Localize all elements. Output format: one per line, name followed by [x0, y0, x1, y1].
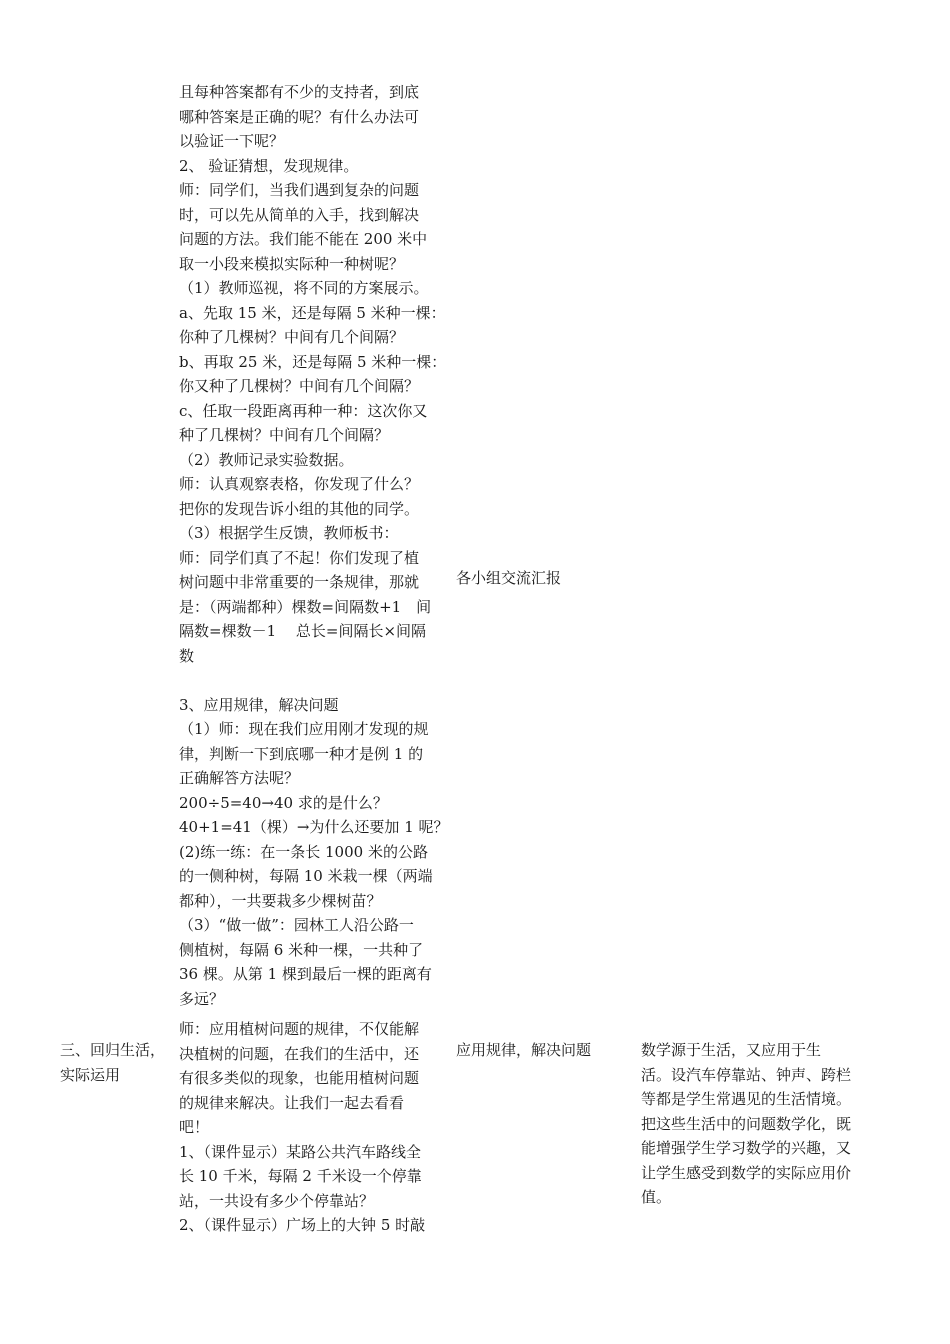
student-activity-lower — [456, 1038, 636, 1063]
text-line: （2）教师记录实验数据。 — [179, 450, 354, 469]
text-line: 2、（课件显示）广场上的大钟 5 时敲 — [179, 1216, 426, 1234]
text-line: 等都是学生常遇见的生活情境。 — [641, 1090, 852, 1108]
text-line: （1）教师巡视，将不同的方案展示。 — [179, 279, 429, 297]
student-activity-text: 各小组交流汇报 — [456, 569, 562, 587]
text-line: 取一小段来模拟实际种一种树呢？ — [179, 254, 405, 273]
text-line: 你又种了几棵树？中间有几个间隔？ — [179, 377, 420, 395]
text-line: 40+1=41（棵）→为什么还要加 1 呢？ — [179, 818, 449, 836]
text-line: 活。设汽车停靠站、钟声、跨栏 — [641, 1065, 852, 1084]
text-line: c、任取一段距离再种一种：这次你又 — [179, 401, 428, 420]
formula-line: 是：（两端都种）棵数=间隔数+1 间 — [179, 597, 432, 616]
text-line: （3）根据学生反馈，教师板书： — [179, 524, 399, 542]
stage-title: 三、回归生活， — [60, 1041, 166, 1059]
text-line: 正确解答方法呢？ — [179, 769, 300, 787]
text-line: 吧！ — [179, 1118, 210, 1136]
student-activity-text: 应用规律，解决问题 — [456, 1041, 592, 1059]
text-line: 让学生感受到数学的实际应用价 — [641, 1163, 852, 1182]
teacher-activity-column — [179, 80, 451, 1238]
text-line: 200÷5=40→40 求的是什么？ — [179, 793, 388, 812]
student-activity-upper — [456, 566, 636, 591]
text-line: 律，判断一下到底哪一种才是例 1 的 — [179, 744, 424, 763]
text-line: 把你的发现告诉小组的其他的同学。 — [179, 499, 420, 518]
lesson-part-real-life — [179, 1017, 451, 1238]
text-line: 你种了几棵树？中间有几个间隔？ — [179, 328, 405, 346]
text-line: 数学源于生活，又应用于生 — [641, 1041, 822, 1059]
text-line: 师：应用植树问题的规律，不仅能解 — [179, 1020, 420, 1038]
blank-line — [179, 668, 451, 693]
text-line: 值。 — [641, 1188, 672, 1206]
formula-line: 隔数=棵数－1 总长=间隔长×间隔 — [179, 622, 427, 640]
lesson-part-apply — [179, 693, 451, 1012]
text-line: 且每种答案都有不少的支持者，到底 — [179, 83, 420, 101]
lesson-part-verify — [179, 80, 451, 668]
text-line: 把这些生活中的问题数学化，既 — [641, 1114, 852, 1133]
text-line: 问题的方法。我们能不能在 200 米中 — [179, 230, 428, 248]
text-line: 都种），一共要栽多少棵树苗？ — [179, 891, 382, 910]
text-line: 多远？ — [179, 989, 225, 1008]
design-intent-column — [641, 1038, 881, 1210]
stage-title: 实际运用 — [60, 1065, 121, 1084]
text-line: （1）师：现在我们应用刚才发现的规 — [179, 720, 429, 738]
text-line: （3）“做一做”：园林工人沿公路一 — [179, 916, 414, 934]
section-heading: 3、应用规律，解决问题 — [179, 695, 339, 714]
text-line: 哪种答案是正确的呢？有什么办法可 — [179, 107, 420, 126]
text-line: 有很多类似的现象，也能用植树问题 — [179, 1069, 420, 1087]
formula-line: 数 — [179, 646, 195, 665]
text-line: 的一侧种树，每隔 10 米栽一棵（两端 — [179, 867, 433, 885]
text-line: 侧植树，每隔 6 米种一棵，一共种了 — [179, 940, 424, 959]
text-line: b、再取 25 米，还是每隔 5 米种一棵： — [179, 352, 447, 371]
stage-column — [60, 1038, 178, 1087]
section-heading: 2、 验证猜想，发现规律。 — [179, 156, 359, 175]
text-line: 师：认真观察表格，你发现了什么？ — [179, 475, 420, 493]
text-line: 师：同学们，当我们遇到复杂的问题 — [179, 181, 420, 199]
text-line: 师：同学们真了不起！你们发现了植 — [179, 548, 420, 567]
text-line: (2)练一练：在一条长 1000 米的公路 — [179, 842, 428, 861]
text-line: 树问题中非常重要的一条规律，那就 — [179, 573, 420, 591]
text-line: 36 棵。从第 1 棵到最后一棵的距离有 — [179, 965, 432, 983]
text-line: a、先取 15 米，还是每隔 5 米种一棵： — [179, 303, 446, 322]
text-line: 时，可以先从简单的入手，找到解决 — [179, 205, 420, 224]
text-line: 决植树的问题，在我们的生活中，还 — [179, 1044, 420, 1063]
text-line: 能增强学生学习数学的兴趣，又 — [641, 1139, 852, 1157]
text-line: 以验证一下呢？ — [179, 132, 285, 150]
text-line: 长 10 千米，每隔 2 千米设一个停靠 — [179, 1167, 422, 1185]
text-line: 的规律来解决。让我们一起去看看 — [179, 1093, 405, 1112]
text-line: 站，一共设有多少个停靠站？ — [179, 1191, 375, 1210]
text-line: 1、（课件显示）某路公共汽车路线全 — [179, 1142, 422, 1161]
text-line: 种了几棵树？中间有几个间隔？ — [179, 426, 390, 444]
